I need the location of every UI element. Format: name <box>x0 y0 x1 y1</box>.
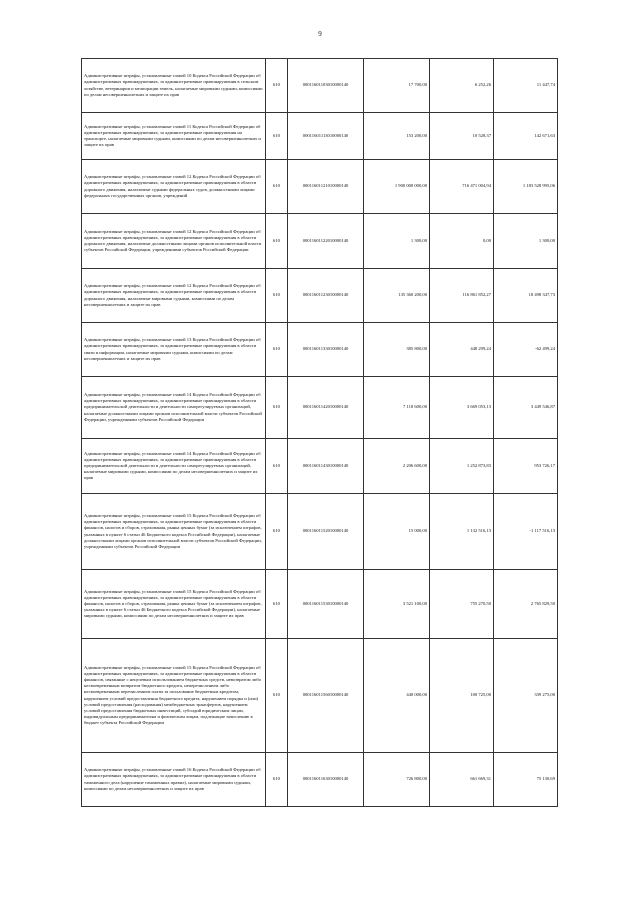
budget-classification-code: 00011601123010000140 <box>288 269 364 323</box>
admin-code: 610 <box>266 214 288 269</box>
unexecuted-amount: 3 449 546,87 <box>494 377 558 439</box>
unexecuted-amount: 75 130,69 <box>494 753 558 807</box>
budget-classification-code: 00011601153010000140 <box>288 570 364 639</box>
approved-amount: 1 900 000 000,00 <box>364 160 430 214</box>
executed-amount: 0,00 <box>430 214 494 269</box>
budget-classification-code: 00011601121010000140 <box>288 160 364 214</box>
unexecuted-amount: -62 499,24 <box>494 323 558 377</box>
executed-amount: 448 299,24 <box>430 323 494 377</box>
executed-amount: 116 861 852,27 <box>430 269 494 323</box>
budget-classification-code: 00011601156010000140 <box>288 639 364 753</box>
unexecuted-amount: 2 765 829,50 <box>494 570 558 639</box>
page-number: 9 <box>318 30 322 38</box>
budget-classification-code: 00011601122010000140 <box>288 214 364 269</box>
budget-classification-code: 00011601103010000140 <box>288 59 364 113</box>
table-row <box>82 113 558 160</box>
row-description: Административные штрафы, установленные главой 11 Кодекса Российской Федерации об административных правонарушениях, за административные правонарушения на транспорте, налагаемые мировыми судьями, комиссиями по делам несовершеннолетних и защите их прав <box>82 113 266 160</box>
admin-code: 610 <box>266 439 288 494</box>
row-description: Административные штрафы, установленные главой 10 Кодекса Российской Федерации об административных правонарушениях, за административные правонарушения в сельском хозяйстве, ветеринарии и мелиорации земель, налагаемые мировыми судьями, комиссиями по делам несовершеннолетних и защите их прав <box>82 59 266 113</box>
approved-amount: 153 200,00 <box>364 113 430 160</box>
admin-code: 610 <box>266 323 288 377</box>
table-row <box>82 570 558 639</box>
admin-code: 610 <box>266 753 288 807</box>
budget-classification-code: 00011601152010000140 <box>288 494 364 570</box>
budget-classification-code: 00011601142010000140 <box>288 377 364 439</box>
unexecuted-amount: 1 300,00 <box>494 214 558 269</box>
admin-code: 610 <box>266 570 288 639</box>
budget-classification-code: 00011601143010000140 <box>288 439 364 494</box>
executed-amount: 10 528,37 <box>430 113 494 160</box>
executed-amount: 755 270,50 <box>430 570 494 639</box>
row-description: Административные штрафы, установленные главой 15 Кодекса Российской Федерации об административных правонарушениях, за административные правонарушения в области финансов, налогов и сборов, страхования, рынка ценных бумаг (за исключением штрафов, указанных в пункте 6 статьи 46 Бюджетного кодекса Российской Федерации), налагаемые мировыми судьями, комиссиями по делам несовершеннолетних и защите их прав <box>82 570 266 639</box>
row-description: Административные штрафы, установленные главой 12 Кодекса Российской Федерации об административных правонарушениях, за административные правонарушения в области дорожного движения, налагаемые мировыми судьями, комиссиями по делам несовершеннолетних и защите их прав <box>82 269 266 323</box>
row-description: Административные штрафы, установленные главой 15 Кодекса Российской Федерации об административных правонарушениях, за административные правонарушения в области финансов, связанные с нецелевым использованием бюджетных средств, невозвратом либо несвоевременным возвратом бюджетного кредита, неперечислением либо несвоевременным перечислением платы за пользование бюджетным кредитом, нарушением условий предоставления бюджетного кредита, нарушением порядка и (или) условий предоставления (расходования) межбюджетных трансфертов, нарушением условий предоставления бюджетных инвестиций, субсидий юридическим лицам, индивидуальным предпринимателям и физическим лицам, подлежащие зачислению в бюджет субъекта Российской Федерации <box>82 639 266 753</box>
unexecuted-amount: 18 498 347,73 <box>494 269 558 323</box>
approved-amount: 2 206 600,00 <box>364 439 430 494</box>
admin-code: 610 <box>266 113 288 160</box>
row-description: Административные штрафы, установленные главой 12 Кодекса Российской Федерации об административных правонарушениях, за административные правонарушения в области дорожного движения, налагаемые должностными лицами органов исполнительной власти субъектов Российской Федерации, учреждениями субъектов Российской Федерации <box>82 214 266 269</box>
approved-amount: 3 521 100,00 <box>364 570 430 639</box>
admin-code: 610 <box>266 160 288 214</box>
row-description: Административные штрафы, установленные главой 13 Кодекса Российской Федерации об административных правонарушениях, за административные правонарушения в области связи и информации, налагаемые мировыми судьями, комиссиями по делам несовершеннолетних и защите их прав <box>82 323 266 377</box>
table-row <box>82 639 558 753</box>
table-row <box>82 439 558 494</box>
table-row <box>82 160 558 214</box>
approved-amount: 17 700,00 <box>364 59 430 113</box>
admin-code: 610 <box>266 377 288 439</box>
unexecuted-amount: -1 117 516,13 <box>494 494 558 570</box>
table-row <box>82 323 558 377</box>
approved-amount: 1 300,00 <box>364 214 430 269</box>
executed-amount: 6 252,26 <box>430 59 494 113</box>
unexecuted-amount: 1 183 528 995,06 <box>494 160 558 214</box>
admin-code: 610 <box>266 269 288 323</box>
executed-amount: 716 471 004,94 <box>430 160 494 214</box>
approved-amount: 7 118 600,00 <box>364 377 430 439</box>
approved-amount: 135 360 200,00 <box>364 269 430 323</box>
executed-amount: 3 669 053,13 <box>430 377 494 439</box>
row-description: Административные штрафы, установленные главой 14 Кодекса Российской Федерации об административных правонарушениях, за административные правонарушения в области предпринимательской деятельности и деятельности саморегулируемых организаций, налагаемые должностными лицами органов исполнительной власти субъектов Российской Федерации, учреждениями субъектов Российской Федерации <box>82 377 266 439</box>
approved-amount: 385 800,00 <box>364 323 430 377</box>
executed-amount: 1 132 516,13 <box>430 494 494 570</box>
table-row <box>82 269 558 323</box>
executed-amount: 1 252 873,83 <box>430 439 494 494</box>
admin-code: 610 <box>266 494 288 570</box>
budget-table <box>81 58 558 807</box>
budget-classification-code: 00011601133010000140 <box>288 323 364 377</box>
approved-amount: 726 800,00 <box>364 753 430 807</box>
admin-code: 610 <box>266 59 288 113</box>
table-row <box>82 214 558 269</box>
row-description: Административные штрафы, установленные главой 12 Кодекса Российской Федерации об административных правонарушениях, за административные правонарушения в области дорожного движения, налагаемые судьями федеральных судов, должностными лицами федеральных государственных органов, учреждений <box>82 160 266 214</box>
unexecuted-amount: 142 671,63 <box>494 113 558 160</box>
executed-amount: 100 725,00 <box>430 639 494 753</box>
table-row <box>82 59 558 113</box>
executed-amount: 661 669,31 <box>430 753 494 807</box>
budget-classification-code: 00011601163010000140 <box>288 753 364 807</box>
approved-amount: 15 000,00 <box>364 494 430 570</box>
table-row <box>82 494 558 570</box>
table-row <box>82 753 558 807</box>
table-row <box>82 377 558 439</box>
unexecuted-amount: 11 447,74 <box>494 59 558 113</box>
row-description: Административные штрафы, установленные главой 14 Кодекса Российской Федерации об административных правонарушениях, за административные правонарушения в области предпринимательской деятельности и деятельности саморегулируемых организаций, налагаемые мировыми судьями, комиссиями по делам несовершеннолетних и защите их прав <box>82 439 266 494</box>
approved-amount: 440 000,00 <box>364 639 430 753</box>
unexecuted-amount: 339 275,00 <box>494 639 558 753</box>
admin-code: 610 <box>266 639 288 753</box>
unexecuted-amount: 953 726,17 <box>494 439 558 494</box>
row-description: Административные штрафы, установленные главой 15 Кодекса Российской Федерации об административных правонарушениях, за административные правонарушения в области финансов, налогов и сборов, страхования, рынка ценных бумаг (за исключением штрафов, указанных в пункте 6 статьи 46 Бюджетного кодекса Российской Федерации), налагаемые должностными лицами органов исполнительной власти субъектов Российской Федерации, учреждениями субъектов Российской Федерации <box>82 494 266 570</box>
budget-classification-code: 00011601113010000140 <box>288 113 364 160</box>
row-description: Административные штрафы, установленные главой 16 Кодекса Российской Федерации об административных правонарушениях, за административные правонарушения в области таможенного дела (нарушение таможенных правил), налагаемые мировыми судьями, комиссиями по делам несовершеннолетних и защите их прав <box>82 753 266 807</box>
